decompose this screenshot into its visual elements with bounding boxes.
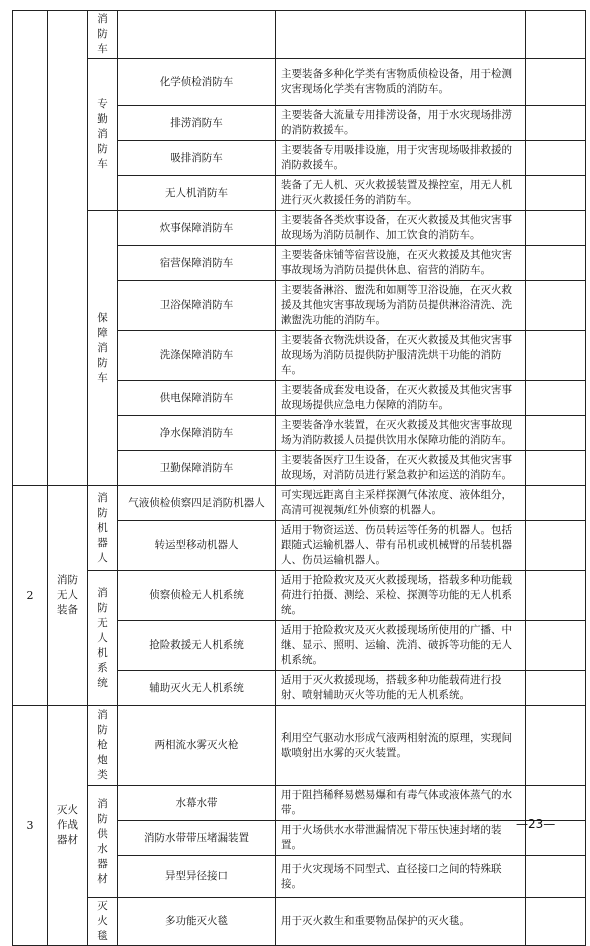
subcategory-cell: 保障消防车 (88, 211, 118, 486)
equipment-name: 转运型移动机器人 (118, 521, 276, 571)
equipment-description: 主要装备床铺等宿营设施，在灭火救援及其他灾害事故现场为消防员提供休息、宿营的消防车。 (276, 246, 526, 281)
equipment-name: 吸排消防车 (118, 141, 276, 176)
equipment-description: 用于火灾现场不同型式、直径接口之间的特殊联接。 (276, 856, 526, 898)
equipment-name: 异型异径接口 (118, 856, 276, 898)
row-number-cell: 2 (13, 486, 48, 706)
equipment-description: 主要装备衣物洗烘设备，在灭火救援及其他灾害事故现场为消防员提供防护服清洗烘干功能的消防车。 (276, 331, 526, 381)
remarks-cell (526, 521, 586, 571)
remarks-cell (526, 671, 586, 706)
equipment-description: 用于火场供水水带泄漏情况下带压快速封堵的装置。 (276, 821, 526, 856)
equipment-description: 主要装备各类炊事设备，在灭火救援及其他灾害事故现场为消防员制作、加工饮食的消防车。 (276, 211, 526, 246)
remarks-cell (526, 141, 586, 176)
remarks-cell (526, 416, 586, 451)
table-row (13, 11, 586, 59)
equipment-name: 宿营保障消防车 (118, 246, 276, 281)
equipment-name: 炊事保障消防车 (118, 211, 276, 246)
equipment-description: 主要装备淋浴、盥洗和如厕等卫浴设施，在灭火救援及其他灾害事故现场为消防员提供淋浴清洗、洗漱盥洗功能的消防车。 (276, 281, 526, 331)
row-number-cell (13, 11, 48, 486)
equipment-description: 装备了无人机、灭火救援装置及操控室，用无人机进行灭火救援任务的消防车。 (276, 176, 526, 211)
remarks-cell (526, 106, 586, 141)
subcategory-cell: 消防机器人 (88, 486, 118, 571)
equipment-name: 洗涤保障消防车 (118, 331, 276, 381)
page-number: —23— (516, 817, 556, 831)
table-row (13, 898, 586, 946)
remarks-cell (526, 621, 586, 671)
equipment-description: 主要装备成套发电设备，在灭火救援及其他灾害事故现场提供应急电力保障的消防车。 (276, 381, 526, 416)
remarks-cell (526, 211, 586, 246)
equipment-description: 主要装备医疗卫生设备，在灭火救援及其他灾害事故现场，对消防员进行紧急救护和运送的消防车。 (276, 451, 526, 486)
remarks-cell (526, 486, 586, 521)
category-cell (48, 11, 88, 486)
remarks-cell (526, 246, 586, 281)
remarks-cell (526, 451, 586, 486)
remarks-cell (526, 59, 586, 106)
equipment-description: 用于灭火救生和重要物品保护的灭火毯。 (276, 898, 526, 946)
subcategory-cell: 灭火毯 (88, 898, 118, 946)
equipment-table (12, 10, 586, 946)
remarks-cell (526, 11, 586, 59)
equipment-description: 可实现远距离自主采样探测气体浓度、液体组分，高清可视视频/红外侦察的机器人。 (276, 486, 526, 521)
remarks-cell (526, 898, 586, 946)
equipment-description: 适用于灭火救援现场，搭载多种功能载荷进行投射、喷射辅助灭火等功能的无人机系统。 (276, 671, 526, 706)
equipment-name: 多功能灭火毯 (118, 898, 276, 946)
equipment-description: 利用空气驱动水形成气液两相射流的原理，实现间歇喷射出水雾的灭火装置。 (276, 706, 526, 786)
remarks-cell (526, 571, 586, 621)
equipment-name: 气液侦检侦察四足消防机器人 (118, 486, 276, 521)
equipment-description: 主要装备大流量专用排涝设备，用于水灾现场排涝的消防救援车。 (276, 106, 526, 141)
remarks-cell (526, 331, 586, 381)
table-row (13, 486, 586, 521)
table-row (13, 786, 586, 821)
equipment-name: 消防水带带压堵漏装置 (118, 821, 276, 856)
equipment-name (118, 11, 276, 59)
equipment-description: 主要装备多种化学类有害物质侦检设备，用于检测灾害现场化学类有害物质的消防车。 (276, 59, 526, 106)
remarks-cell (526, 786, 586, 821)
remarks-cell (526, 176, 586, 211)
subcategory-cell: 消防枪炮类 (88, 706, 118, 786)
equipment-name: 供电保障消防车 (118, 381, 276, 416)
remarks-cell (526, 856, 586, 898)
table-row (13, 571, 586, 621)
remarks-cell (526, 281, 586, 331)
equipment-name: 无人机消防车 (118, 176, 276, 211)
equipment-description: 适用于抢险救灾及灭火救援现场所使用的广播、中继、显示、照明、运输、洗消、破拆等功能的无人机系统。 (276, 621, 526, 671)
table-row (13, 59, 586, 106)
equipment-description: 用于阻挡稀释易燃易爆和有毒气体或液体蒸气的水带。 (276, 786, 526, 821)
subcategory-cell: 消防无人机系统 (88, 571, 118, 706)
equipment-name: 化学侦检消防车 (118, 59, 276, 106)
subcategory-cell: 专勤消防车 (88, 59, 118, 211)
equipment-description: 主要装备专用吸排设施，用于灾害现场吸排救援的消防救援车。 (276, 141, 526, 176)
equipment-name: 净水保障消防车 (118, 416, 276, 451)
equipment-name: 侦察侦检无人机系统 (118, 571, 276, 621)
remarks-cell (526, 706, 586, 786)
equipment-name: 排涝消防车 (118, 106, 276, 141)
equipment-name: 卫浴保障消防车 (118, 281, 276, 331)
equipment-name: 辅助灭火无人机系统 (118, 671, 276, 706)
category-cell: 消防无人装备 (48, 486, 88, 706)
equipment-name: 抢险救援无人机系统 (118, 621, 276, 671)
equipment-description: 适用于物资运送、伤员转运等任务的机器人。包括跟随式运输机器人、带有吊机或机械臂的吊装机器人、伤员运输机器人。 (276, 521, 526, 571)
table-row (13, 706, 586, 786)
subcategory-cell: 消防车 (88, 11, 118, 59)
subcategory-cell: 消防供水器材 (88, 786, 118, 898)
remarks-cell (526, 381, 586, 416)
equipment-name: 两相流水雾灭火枪 (118, 706, 276, 786)
equipment-name: 水幕水带 (118, 786, 276, 821)
table-row (13, 211, 586, 246)
equipment-description: 主要装备净水装置，在灭火救援及其他灾害事故现场为消防救援人员提供饮用水保障功能的消防车。 (276, 416, 526, 451)
equipment-description (276, 11, 526, 59)
equipment-name: 卫勤保障消防车 (118, 451, 276, 486)
category-cell: 灭火作战器材 (48, 706, 88, 946)
equipment-description: 适用于抢险救灾及灭火救援现场，搭载多种功能载荷进行拍摄、测绘、采检、探测等功能的无人机系统。 (276, 571, 526, 621)
row-number-cell: 3 (13, 706, 48, 946)
